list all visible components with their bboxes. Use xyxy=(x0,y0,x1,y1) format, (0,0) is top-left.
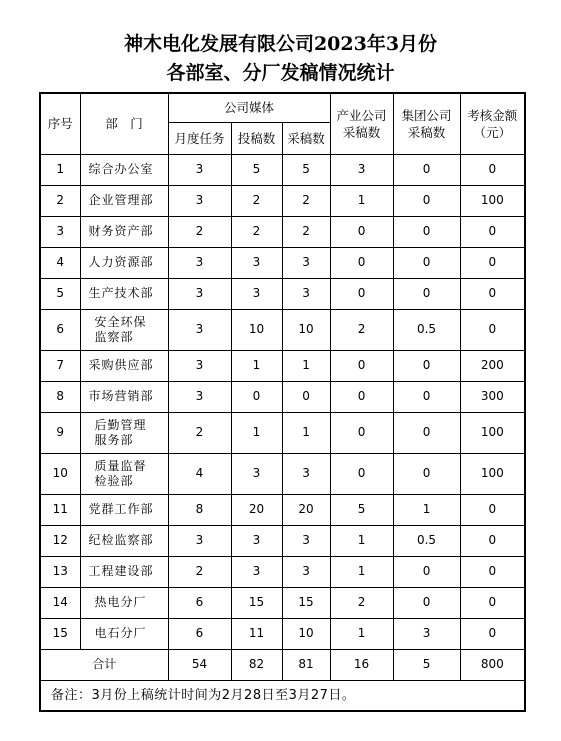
cell-adopted: 15 xyxy=(282,587,330,618)
cell-seq: 5 xyxy=(40,278,80,309)
cell-group: 0.5 xyxy=(393,525,460,556)
cell-group: 0 xyxy=(393,453,460,494)
header-group xyxy=(393,93,460,154)
header-seq: 序号 xyxy=(40,93,80,154)
header-monthly-task: 月度任务 xyxy=(168,122,231,154)
cell-adopted: 5 xyxy=(282,154,330,185)
cell-dept: 企业管理部 xyxy=(80,185,168,216)
cell-submitted: 2 xyxy=(231,185,282,216)
cell-amount: 0 xyxy=(460,216,525,247)
cell-industry: 0 xyxy=(330,381,393,412)
cell-dept xyxy=(80,412,168,453)
cell-seq: 2 xyxy=(40,185,80,216)
cell-task: 2 xyxy=(168,216,231,247)
cell-amount: 100 xyxy=(460,453,525,494)
cell-group: 0 xyxy=(393,412,460,453)
dept-line2: 服务部 xyxy=(94,432,134,447)
cell-submitted: 2 xyxy=(231,216,282,247)
cell-amount: 0 xyxy=(460,278,525,309)
cell-adopted: 10 xyxy=(282,618,330,649)
cell-seq: 7 xyxy=(40,350,80,381)
note-text: 备注：3月份上稿统计时间为2月28日至3月27日。 xyxy=(40,680,525,711)
cell-seq: 12 xyxy=(40,525,80,556)
cell-adopted: 3 xyxy=(282,556,330,587)
cell-industry: 0 xyxy=(330,412,393,453)
cell-group: 0 xyxy=(393,381,460,412)
cell-adopted: 10 xyxy=(282,309,330,350)
cell-task: 3 xyxy=(168,381,231,412)
total-label: 合计 xyxy=(40,649,168,680)
cell-seq: 10 xyxy=(40,453,80,494)
total-adopted: 81 xyxy=(282,649,330,680)
cell-amount: 100 xyxy=(460,412,525,453)
header-adopted: 采稿数 xyxy=(282,122,330,154)
cell-submitted: 3 xyxy=(231,247,282,278)
total-task: 54 xyxy=(168,649,231,680)
cell-task: 3 xyxy=(168,154,231,185)
cell-submitted: 5 xyxy=(231,154,282,185)
table-row xyxy=(40,309,525,350)
cell-seq: 1 xyxy=(40,154,80,185)
cell-submitted: 11 xyxy=(231,618,282,649)
cell-task: 6 xyxy=(168,618,231,649)
cell-amount: 0 xyxy=(460,525,525,556)
cell-amount: 300 xyxy=(460,381,525,412)
header-amount xyxy=(460,93,525,154)
cell-amount: 0 xyxy=(460,247,525,278)
cell-task: 3 xyxy=(168,278,231,309)
cell-task: 4 xyxy=(168,453,231,494)
table-row xyxy=(40,587,525,618)
header-row-1 xyxy=(40,93,525,122)
cell-submitted: 10 xyxy=(231,309,282,350)
cell-amount: 200 xyxy=(460,350,525,381)
cell-submitted: 3 xyxy=(231,453,282,494)
cell-seq: 14 xyxy=(40,587,80,618)
cell-adopted: 3 xyxy=(282,525,330,556)
cell-dept: 市场营销部 xyxy=(80,381,168,412)
header-dept: 部 门 xyxy=(80,93,168,154)
header-industry xyxy=(330,93,393,154)
cell-industry: 1 xyxy=(330,556,393,587)
cell-industry: 0 xyxy=(330,247,393,278)
cell-submitted: 3 xyxy=(231,525,282,556)
cell-task: 8 xyxy=(168,494,231,525)
table-row xyxy=(40,216,525,247)
table-row xyxy=(40,412,525,453)
cell-submitted: 1 xyxy=(231,350,282,381)
cell-task: 3 xyxy=(168,247,231,278)
cell-amount: 0 xyxy=(460,556,525,587)
cell-submitted: 15 xyxy=(231,587,282,618)
cell-task: 3 xyxy=(168,350,231,381)
cell-submitted: 3 xyxy=(231,556,282,587)
cell-group: 1 xyxy=(393,494,460,525)
cell-industry: 3 xyxy=(330,154,393,185)
total-row xyxy=(40,649,525,680)
cell-submitted: 1 xyxy=(231,412,282,453)
cell-group: 0 xyxy=(393,350,460,381)
cell-task: 2 xyxy=(168,412,231,453)
cell-adopted: 2 xyxy=(282,216,330,247)
cell-dept: 财务资产部 xyxy=(80,216,168,247)
cell-dept: 生产技术部 xyxy=(80,278,168,309)
total-amount: 800 xyxy=(460,649,525,680)
cell-seq: 3 xyxy=(40,216,80,247)
cell-industry: 5 xyxy=(330,494,393,525)
cell-amount: 0 xyxy=(460,154,525,185)
table-row xyxy=(40,618,525,649)
note-row xyxy=(40,680,525,711)
cell-task: 3 xyxy=(168,309,231,350)
table-row xyxy=(40,494,525,525)
cell-dept: 采购供应部 xyxy=(80,350,168,381)
cell-submitted: 0 xyxy=(231,381,282,412)
table-row xyxy=(40,154,525,185)
cell-industry: 0 xyxy=(330,350,393,381)
cell-amount: 0 xyxy=(460,309,525,350)
cell-seq: 6 xyxy=(40,309,80,350)
cell-amount: 0 xyxy=(460,494,525,525)
cell-task: 6 xyxy=(168,587,231,618)
table-row xyxy=(40,381,525,412)
table-row xyxy=(40,185,525,216)
cell-industry: 2 xyxy=(330,309,393,350)
cell-industry: 2 xyxy=(330,587,393,618)
cell-seq: 4 xyxy=(40,247,80,278)
cell-industry: 0 xyxy=(330,453,393,494)
cell-group: 0 xyxy=(393,216,460,247)
cell-seq: 15 xyxy=(40,618,80,649)
cell-group: 0 xyxy=(393,556,460,587)
report-title-line1: 神木电化发展有限公司2023年3月份 xyxy=(123,33,438,55)
cell-industry: 1 xyxy=(330,618,393,649)
cell-dept xyxy=(80,309,168,350)
cell-amount: 100 xyxy=(460,185,525,216)
cell-seq: 11 xyxy=(40,494,80,525)
cell-task: 2 xyxy=(168,556,231,587)
header-group-text: 集团公司采稿数 xyxy=(401,107,452,140)
cell-amount: 0 xyxy=(460,618,525,649)
cell-amount: 0 xyxy=(460,587,525,618)
cell-adopted: 20 xyxy=(282,494,330,525)
table-row xyxy=(40,525,525,556)
header-amount-text: 考核金额（元） xyxy=(467,107,518,140)
report-title-line2: 各部室、分厂发稿情况统计 xyxy=(166,62,395,84)
cell-group: 0 xyxy=(393,185,460,216)
header-media-group: 公司媒体 xyxy=(168,93,330,122)
cell-task: 3 xyxy=(168,185,231,216)
table-row xyxy=(40,247,525,278)
total-group: 5 xyxy=(393,649,460,680)
total-submitted: 82 xyxy=(231,649,282,680)
dept-line2: 监察部 xyxy=(94,329,134,344)
cell-group: 0 xyxy=(393,587,460,618)
cell-adopted: 3 xyxy=(282,278,330,309)
cell-adopted: 0 xyxy=(282,381,330,412)
cell-submitted: 20 xyxy=(231,494,282,525)
table-row xyxy=(40,278,525,309)
cell-submitted: 3 xyxy=(231,278,282,309)
cell-group: 0 xyxy=(393,278,460,309)
dept-line1: 安全环保 xyxy=(94,314,147,329)
cell-group: 0 xyxy=(393,247,460,278)
cell-industry: 1 xyxy=(330,525,393,556)
cell-industry: 0 xyxy=(330,216,393,247)
dept-line2: 检验部 xyxy=(94,473,134,488)
cell-dept: 电石分厂 xyxy=(80,618,168,649)
cell-group: 0 xyxy=(393,154,460,185)
dept-line1: 质量监督 xyxy=(94,458,147,473)
cell-seq: 9 xyxy=(40,412,80,453)
table-row xyxy=(40,556,525,587)
cell-adopted: 3 xyxy=(282,247,330,278)
cell-task: 3 xyxy=(168,525,231,556)
cell-dept: 热电分厂 xyxy=(80,587,168,618)
cell-adopted: 3 xyxy=(282,453,330,494)
cell-dept: 纪检监察部 xyxy=(80,525,168,556)
dept-line1: 后勤管理 xyxy=(94,417,147,432)
cell-seq: 13 xyxy=(40,556,80,587)
cell-adopted: 2 xyxy=(282,185,330,216)
cell-group: 3 xyxy=(393,618,460,649)
header-industry-text: 产业公司采稿数 xyxy=(336,107,387,140)
table-row xyxy=(40,350,525,381)
cell-dept: 综合办公室 xyxy=(80,154,168,185)
cell-adopted: 1 xyxy=(282,350,330,381)
header-submitted: 投稿数 xyxy=(231,122,282,154)
cell-dept: 工程建设部 xyxy=(80,556,168,587)
total-industry: 16 xyxy=(330,649,393,680)
stats-table xyxy=(39,92,526,712)
cell-dept xyxy=(80,453,168,494)
cell-dept: 人力资源部 xyxy=(80,247,168,278)
cell-industry: 1 xyxy=(330,185,393,216)
cell-group: 0.5 xyxy=(393,309,460,350)
cell-adopted: 1 xyxy=(282,412,330,453)
cell-dept: 党群工作部 xyxy=(80,494,168,525)
cell-industry: 0 xyxy=(330,278,393,309)
cell-seq: 8 xyxy=(40,381,80,412)
table-row xyxy=(40,453,525,494)
